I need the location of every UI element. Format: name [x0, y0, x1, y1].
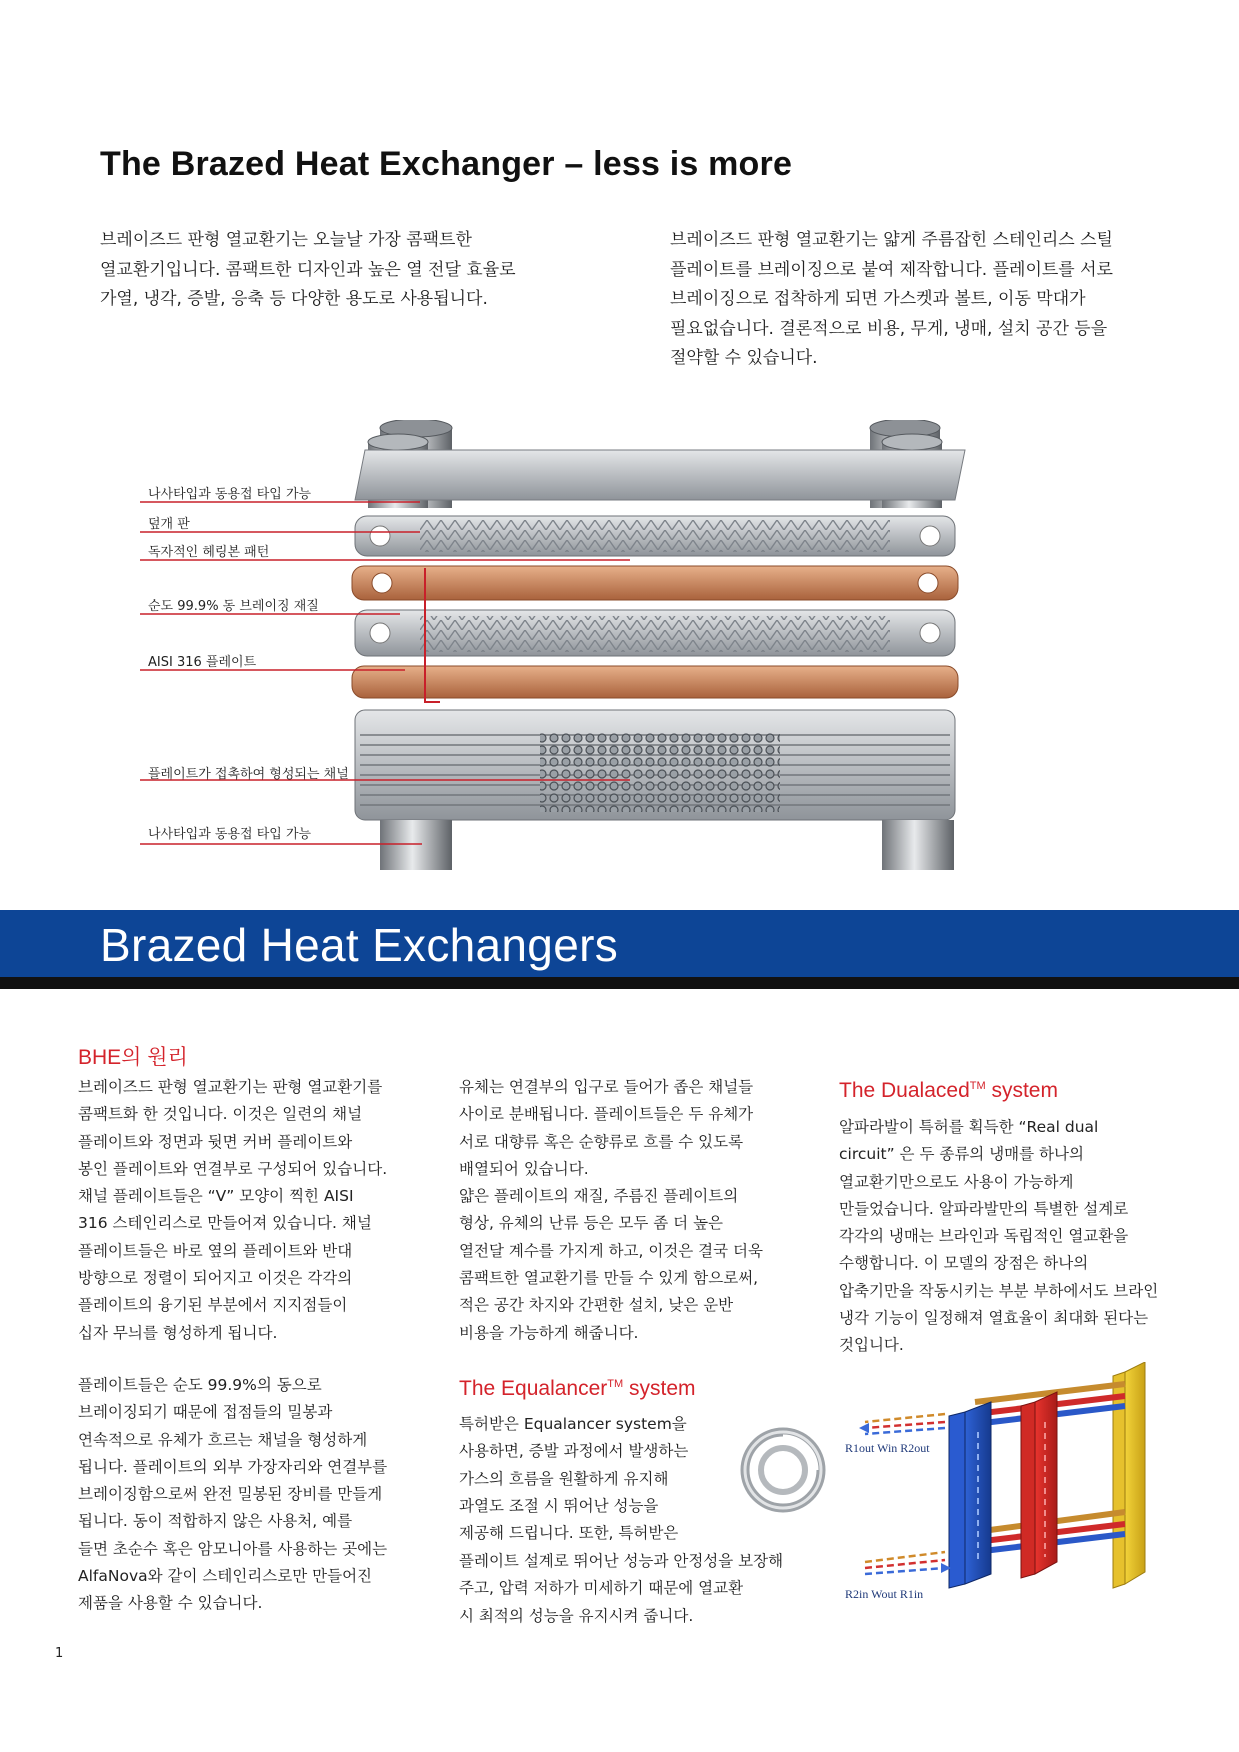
plate-stack: [355, 710, 955, 820]
label-copper-brazing: 순도 99.9% 동 브레이징 재질: [148, 599, 319, 614]
bhe-paragraph-2: 플레이트들은 순도 99.9%의 동으로 브레이징되기 때문에 접점들의 밀봉과 연속적으로 유체가 흐르는 채널을 형성하게 됩니다. 플레이트의 외부 가장자리와 연결부를 브레이징함으로써 완전 밀봉된 장비를 만들게 됩니다. 동이 적합하지 않은 사용처, 예를 들면 초순수 혹은 암모니아를 사용하는 곳에는 AlfaNova와 같이 스테인리스로만 만들어진 제품을 사용할 수 있습니다.: [78, 1376, 388, 1613]
flow-labels-bottom: R2in Wout R1in: [845, 1587, 924, 1601]
bottom-left-connection: [380, 820, 452, 870]
copper-brazing-sheet-2: [352, 666, 958, 698]
middle-paragraph: 유체는 연결부의 입구로 들어가 좁은 채널들 사이로 분배됩니다. 플레이트들은 두 유체가 서로 대향류 혹은 순향류로 흐를 수 있도록 배열되어 있습니다. 얇은 플레이트의 재질, 주름진 플레이트의 형상, 유체의 난류 등은 모두 좀 더 높은 열전달 계수를 가지게 하고, 이것은 결국 더욱 콤팩트한 열교환기를 만들 수 있게 함으로써, 적은 공간 차지와 간편한 설치, 낮은 운반 비용을 가능하게 해줍니다.: [459, 1078, 764, 1342]
equalancer-ring-icon: [738, 1425, 828, 1515]
page-number: 1: [55, 1646, 64, 1661]
bhe-paragraph-1: 브레이즈드 판형 열교환기는 판형 열교환기를 콤팩트화 한 것입니다. 이것은 일련의 채널 플레이트와 정면과 뒷면 커버 플레이트와 봉인 플레이트와 연결부로 구성되어 있습니다. 채널 플레이트들은 “V” 모양이 찍힌 AISI 316 스테인리스로 만들어져 있습니다. 채널 플레이트들은 바로 옆의 플레이트와 반대 방향으로 정렬이 되어지고 이것은 각각의 플레이트의 융기된 부분에서 지지점들이 십자 무늬를 형성하게 됩니다.: [78, 1078, 388, 1342]
intro-left-paragraph: 브레이즈드 판형 열교환기는 오늘날 가장 콤팩트한 열교환기입니다. 콤팩트한 디자인과 높은 열 전달 효율로 가열, 냉각, 증발, 응축 등 다양한 용도로 사용됩니다.: [100, 230, 516, 309]
label-herringbone-pattern: 독자적인 헤링본 패턴: [148, 545, 270, 560]
dual-circuit-diagram: [845, 1362, 1185, 1612]
page-title: The Brazed Heat Exchanger – less is more: [100, 145, 793, 183]
equalancer-paragraph-a: 특허받은 Equalancer system을 사용하면, 증발 과정에서 발생하는 가스의 흐름을 원활하게 유지해 과열도 조절 시 뛰어난 성능을 제공해 드립니다. 또한, 특허받은: [459, 1415, 689, 1543]
dualaced-heading: The Dualaced™ system: [839, 1079, 1058, 1102]
label-aisi-plate: AISI 316 플레이트: [148, 655, 257, 670]
cover-plate: [355, 450, 965, 500]
bhe-heading: BHE의 원리: [78, 1046, 188, 1069]
flow-labels-top: R1out Win R2out: [845, 1441, 930, 1455]
label-connection-types-top: 나사타입과 동용접 타입 가능: [148, 487, 312, 502]
copper-brazing-sheet: [352, 566, 958, 600]
label-cover-plate: 덮개 판: [148, 517, 190, 532]
label-connection-types-bottom: 나사타입과 동용접 타입 가능: [148, 827, 312, 842]
banner-title: Brazed Heat Exchangers: [100, 919, 618, 971]
label-channels: 플레이트가 접촉하여 형성되는 채널: [148, 767, 349, 782]
banner-divider: [0, 977, 1239, 989]
dualaced-paragraph: 알파라발이 특허를 획득한 “Real dual circuit” 은 두 종류의 냉매를 하나의 열교환기만으로도 사용이 가능하게 만들었습니다. 알파라발만의 특별한 설계로 각각의 냉매는 브라인과 독립적인 열교환을 수행합니다. 이 모델의 장점은 하나의 압축기만을 작동시키는 부분 부하에서도 브라인 냉각 기능이 일정해져 열효율이 최대화 된다는 것입니다.: [839, 1118, 1159, 1355]
intro-right-paragraph: 브레이즈드 판형 열교환기는 얇게 주름잡힌 스테인리스 스틸 플레이트를 브레이징으로 붙여 제작합니다. 플레이트를 서로 브레이징으로 접착하게 되면 가스켓과 볼트, 이동 막대가 필요없습니다. 결론적으로 비용, 무게, 냉매, 설치 공간 등을 절약할 수 있습니다.: [670, 230, 1113, 368]
equalancer-paragraph-b: 플레이트 설계로 뛰어난 성능과 안정성을 보장해 주고, 압력 저하가 미세하기 때문에 열교환 시 최적의 성능을 유지시켜 줍니다.: [459, 1552, 784, 1625]
herringbone-plate: [355, 516, 955, 556]
bottom-right-connection: [882, 820, 954, 870]
aisi-316-plate: [355, 610, 955, 656]
equalancer-heading: The Equalancer™ system: [459, 1377, 696, 1400]
